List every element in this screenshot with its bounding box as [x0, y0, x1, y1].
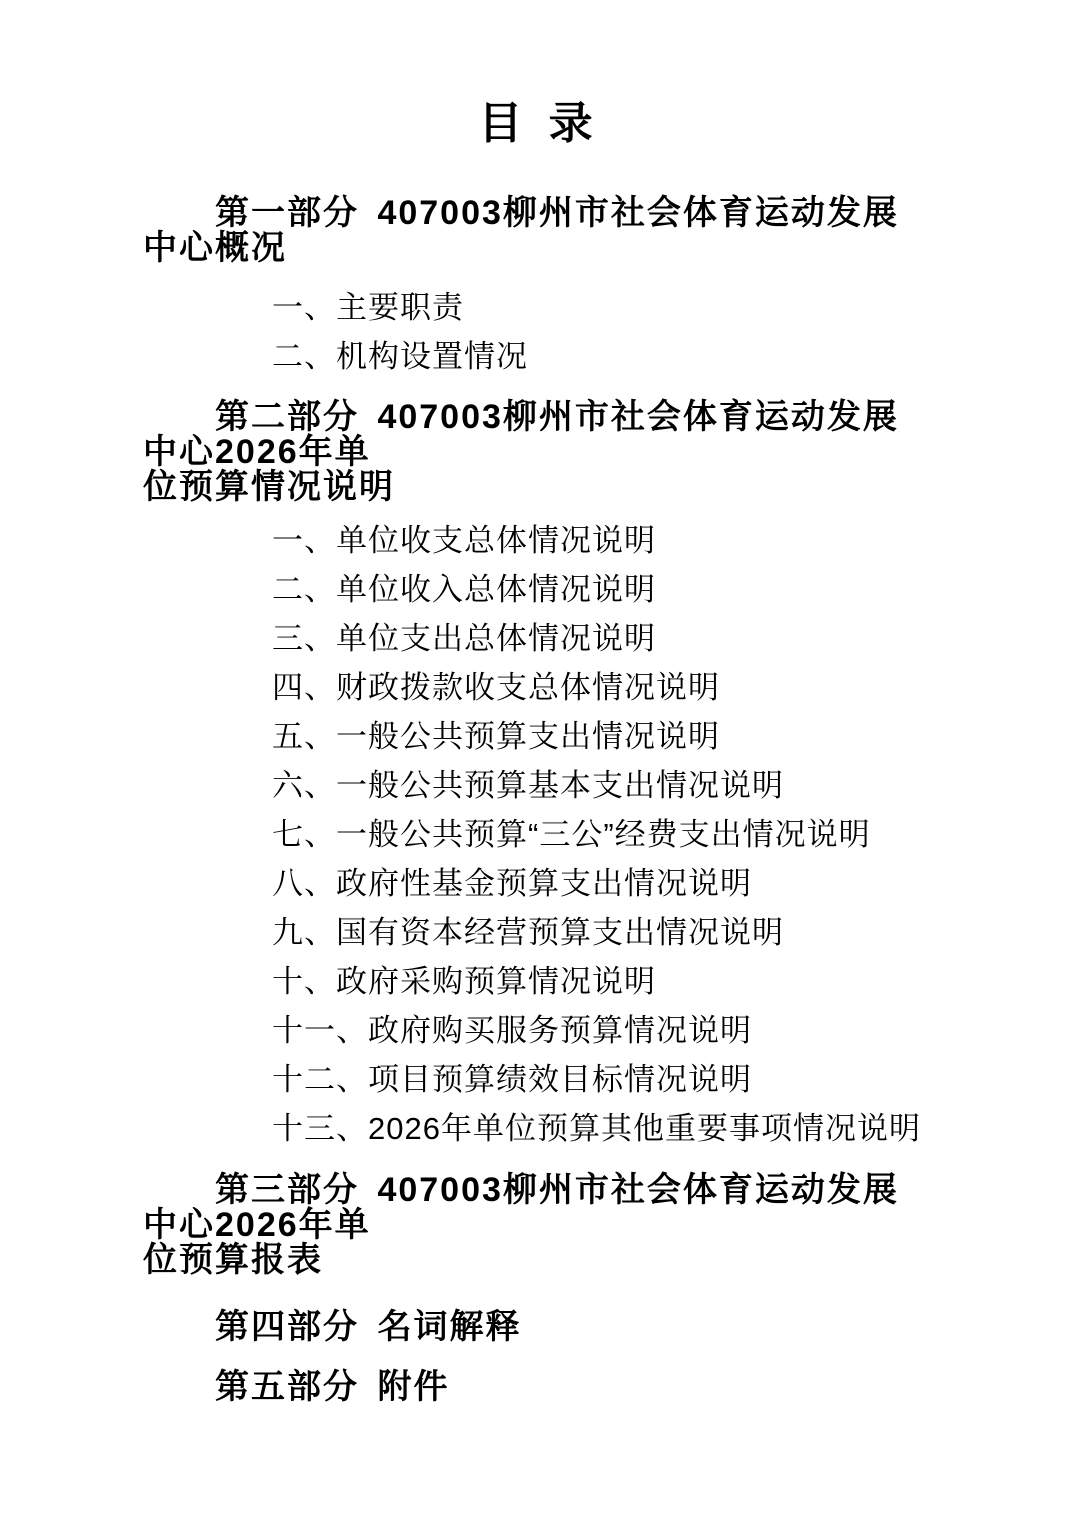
part1-heading-text: 第一部分 407003柳州市社会体育运动发展中心概况	[143, 194, 899, 267]
toc-item-part2-2: 二、单位收入总体情况说明	[272, 572, 656, 607]
part3-heading	[143, 1173, 930, 1278]
toc-item-part1-2: 二、机构设置情况	[272, 339, 528, 374]
page-title: 目 录	[478, 99, 595, 148]
toc-item-part2-9: 九、国有资本经营预算支出情况说明	[272, 915, 784, 950]
toc-item-part2-7: 七、一般公共预算“三公”经费支出情况说明	[272, 817, 871, 852]
toc-item-part2-3: 三、单位支出总体情况说明	[272, 621, 656, 656]
toc-item-part2-13: 十三、2026年单位预算其他重要事项情况说明	[272, 1111, 921, 1146]
toc-item-part2-10: 十、政府采购预算情况说明	[272, 964, 656, 999]
part2-heading-line1: 第二部分 407003柳州市社会体育运动发展中心2026年单	[143, 398, 899, 471]
part2-heading-line2: 位预算情况说明	[143, 468, 395, 506]
toc-item-part2-5: 五、一般公共预算支出情况说明	[272, 719, 720, 754]
part4-heading	[143, 1310, 930, 1345]
part2-heading	[143, 400, 930, 505]
part5-heading-text: 第五部分 附件	[215, 1368, 450, 1406]
toc-item-part2-12: 十二、项目预算绩效目标情况说明	[272, 1062, 752, 1097]
part3-heading-line2: 位预算报表	[143, 1241, 323, 1279]
part4-heading-text: 第四部分 名词解释	[215, 1308, 522, 1346]
toc-item-part2-8: 八、政府性基金预算支出情况说明	[272, 866, 752, 901]
toc-item-part2-11: 十一、政府购买服务预算情况说明	[272, 1013, 752, 1048]
toc-item-part2-1: 一、单位收支总体情况说明	[272, 523, 656, 558]
toc-content	[0, 96, 1074, 1405]
part1-heading	[143, 196, 930, 266]
part5-heading	[143, 1370, 930, 1405]
toc-item-part2-4: 四、财政拨款收支总体情况说明	[272, 670, 720, 705]
toc-item-part1-1: 一、主要职责	[272, 290, 464, 325]
toc-item-part2-6: 六、一般公共预算基本支出情况说明	[272, 768, 784, 803]
part3-heading-line1: 第三部分 407003柳州市社会体育运动发展中心2026年单	[143, 1171, 899, 1244]
